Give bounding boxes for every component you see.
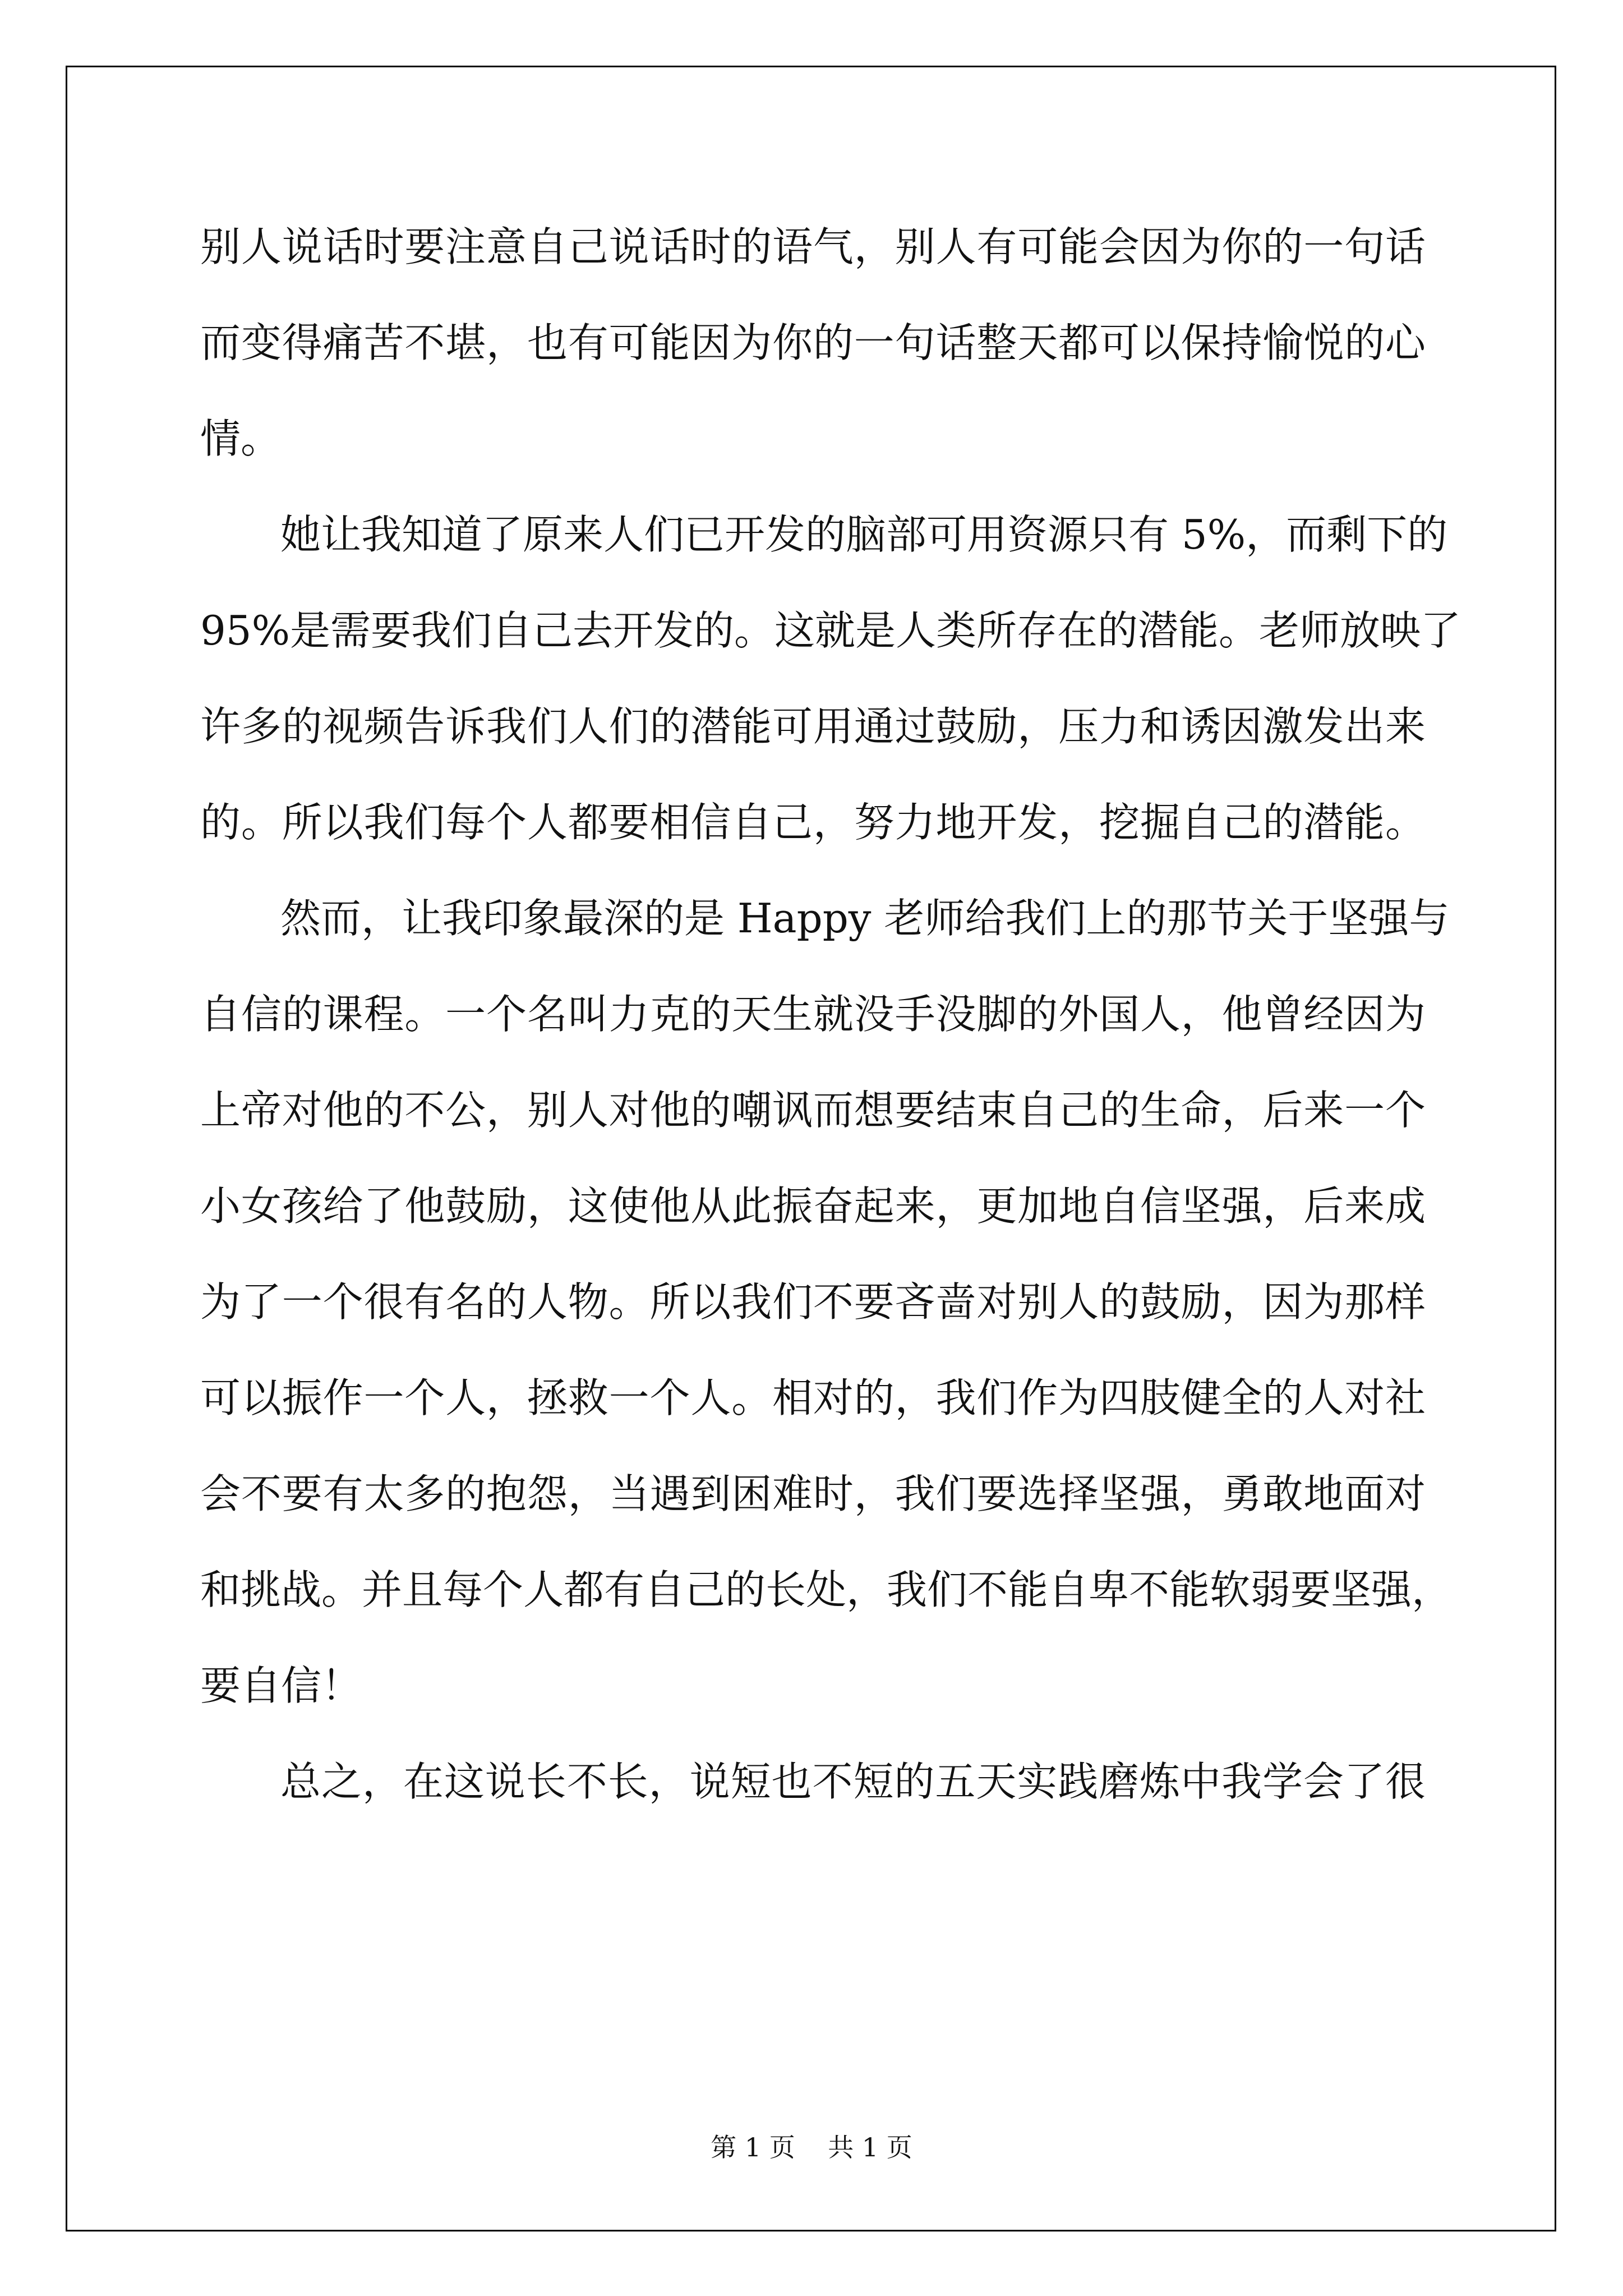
text-line: 上帝对他的不公，别人对他的嘲讽而想要结束自己的生命，后来一个 <box>200 1087 1426 1134</box>
text-line: 许多的视频告诉我们人们的潜能可用通过鼓励，压力和诱因激发出来 <box>200 703 1426 750</box>
text-line: 小女孩给了他鼓励，这使他从此振奋起来，更加地自信坚强，后来成 <box>200 1182 1426 1230</box>
text-line: 而变得痛苦不堪，也有可能因为你的一句话整天都可以保持愉悦的心 <box>200 319 1426 366</box>
text-line: 和挑战。并且每个人都有自己的长处，我们不能自卑不能软弱要坚强， <box>200 1566 1453 1613</box>
text-line: 别人说话时要注意自己说话时的语气，别人有可能会因为你的一句话 <box>200 223 1426 270</box>
text-line: 要自信！ <box>200 1662 362 1709</box>
text-line: 为了一个很有名的人物。所以我们不要吝啬对别人的鼓励，因为那样 <box>200 1278 1426 1326</box>
text-line: 95%是需要我们自己去开发的。这就是人类所存在的潜能。老师放映了 <box>200 607 1461 654</box>
paragraph-first-line: 然而，让我印象最深的是 Happy 老师给我们上的那节关于坚强与 <box>280 895 1450 942</box>
text-line: 可以振作一个人，拯救一个人。相对的，我们作为四肢健全的人对社 <box>200 1374 1426 1421</box>
text-line: 情。 <box>200 415 282 462</box>
text-line: 会不要有太多的抱怨，当遇到困难时，我们要选择坚强，勇敢地面对 <box>200 1470 1426 1517</box>
paragraph-first-line: 总之，在这说长不长，说短也不短的五天实践磨炼中我学会了很 <box>280 1758 1426 1805</box>
page-number-footer: 第 1 页 共 1 页 <box>711 2132 912 2162</box>
text-line: 的。所以我们每个人都要相信自己，努力地开发，挖掘自己的潜能。 <box>200 799 1426 846</box>
paragraph-first-line: 她让我知道了原来人们已开发的脑部可用资源只有 5%，而剩下的 <box>280 511 1448 558</box>
page-border <box>66 66 1556 2231</box>
text-line: 自信的课程。一个名叫力克的天生就没手没脚的外国人，他曾经因为 <box>200 991 1426 1038</box>
